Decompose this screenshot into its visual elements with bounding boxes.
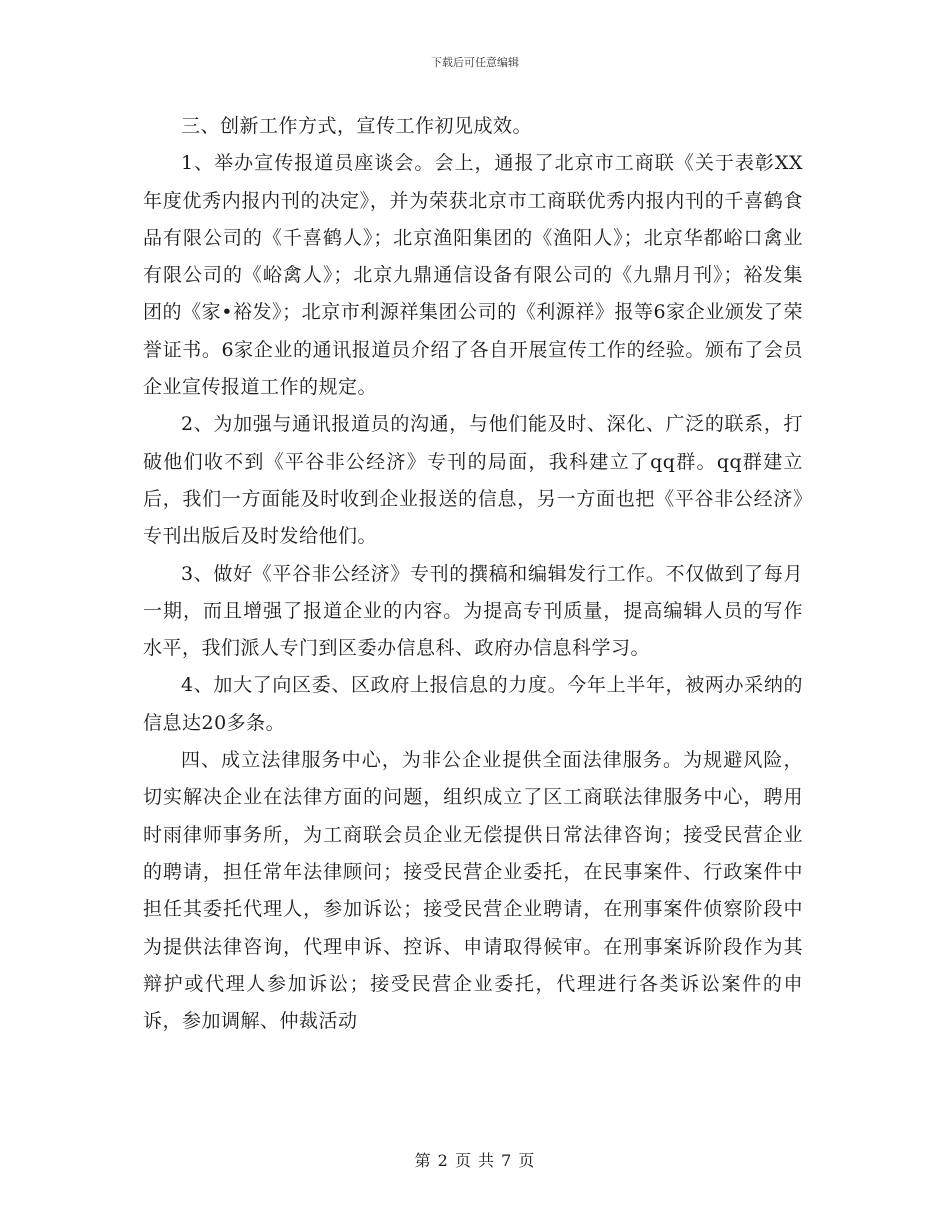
page-number: 第 2 页 共 7 页	[414, 1151, 536, 1170]
section-heading-3: 三、创新工作方式，宣传工作初见成效。	[181, 115, 533, 137]
page-header: 下载后可任意编辑	[431, 56, 519, 69]
paragraph-item-3: 3、做好《平谷非公经济》专刊的撰稿和编辑发行工作。不仅做到了每月一期，而且增强了报道企业的内容。为提高专刊质量，提高编辑人员的写作水平，我们派人专门到区委办信息科、政府办信息科学习。	[143, 562, 803, 660]
paragraph-item-2: 2、为加强与通讯报道员的沟通，与他们能及时、深化、广泛的联系，打破他们收不到《平谷非公经济》专刊的局面，我科建立了qq群。qq群建立后，我们一方面能及时收到企业报送的信息，另一方面也把《平谷非公经济》专刊出版后及时发给他们。	[143, 413, 803, 548]
paragraph-item-1: 1、举办宣传报道员座谈会。会上，通报了北京市工商联《关于表彰XX年度优秀内报内刊的决定》，并为荣获北京市工商联优秀内报内刊的千喜鹤食品有限公司的《千喜鹤人》；北京渔阳集团的《渔阳人》；北京华都峪口禽业有限公司的《峪禽人》；北京九鼎通信设备有限公司的《九鼎月刊》；裕发集团的《家•裕发》；北京市利源祥集团公司的《利源祥》报等6家企业颁发了荣誉证书。6家企业的通讯报道员介绍了各自开展宣传工作的经验。颁布了会员企业宣传报道工作的规定。	[143, 152, 803, 399]
document-body	[143, 108, 803, 1040]
section-paragraph-4: 四、成立法律服务中心，为非公企业提供全面法律服务。为规避风险，切实解决企业在法律方面的问题，组织成立了区工商联法律服务中心，聘用时雨律师事务所，为工商联会员企业无偿提供日常法律咨询；接受民营企业的聘请，担任常年法律顾问；接受民营企业委托，在民事案件、行政案件中担任其委托代理人，参加诉讼；接受民营企业聘请，在刑事案件侦察阶段中为提供法律咨询，代理申诉、控诉、申请取得候审。在刑事案诉阶段作为其辩护或代理人参加诉讼；接受民营企业委托，代理进行各类诉讼案件的申诉，参加调解、仲裁活动	[143, 749, 803, 1033]
paragraph-item-4: 4、加大了向区委、区政府上报信息的力度。今年上半年，被两办采纳的信息达20多条。	[143, 674, 803, 734]
